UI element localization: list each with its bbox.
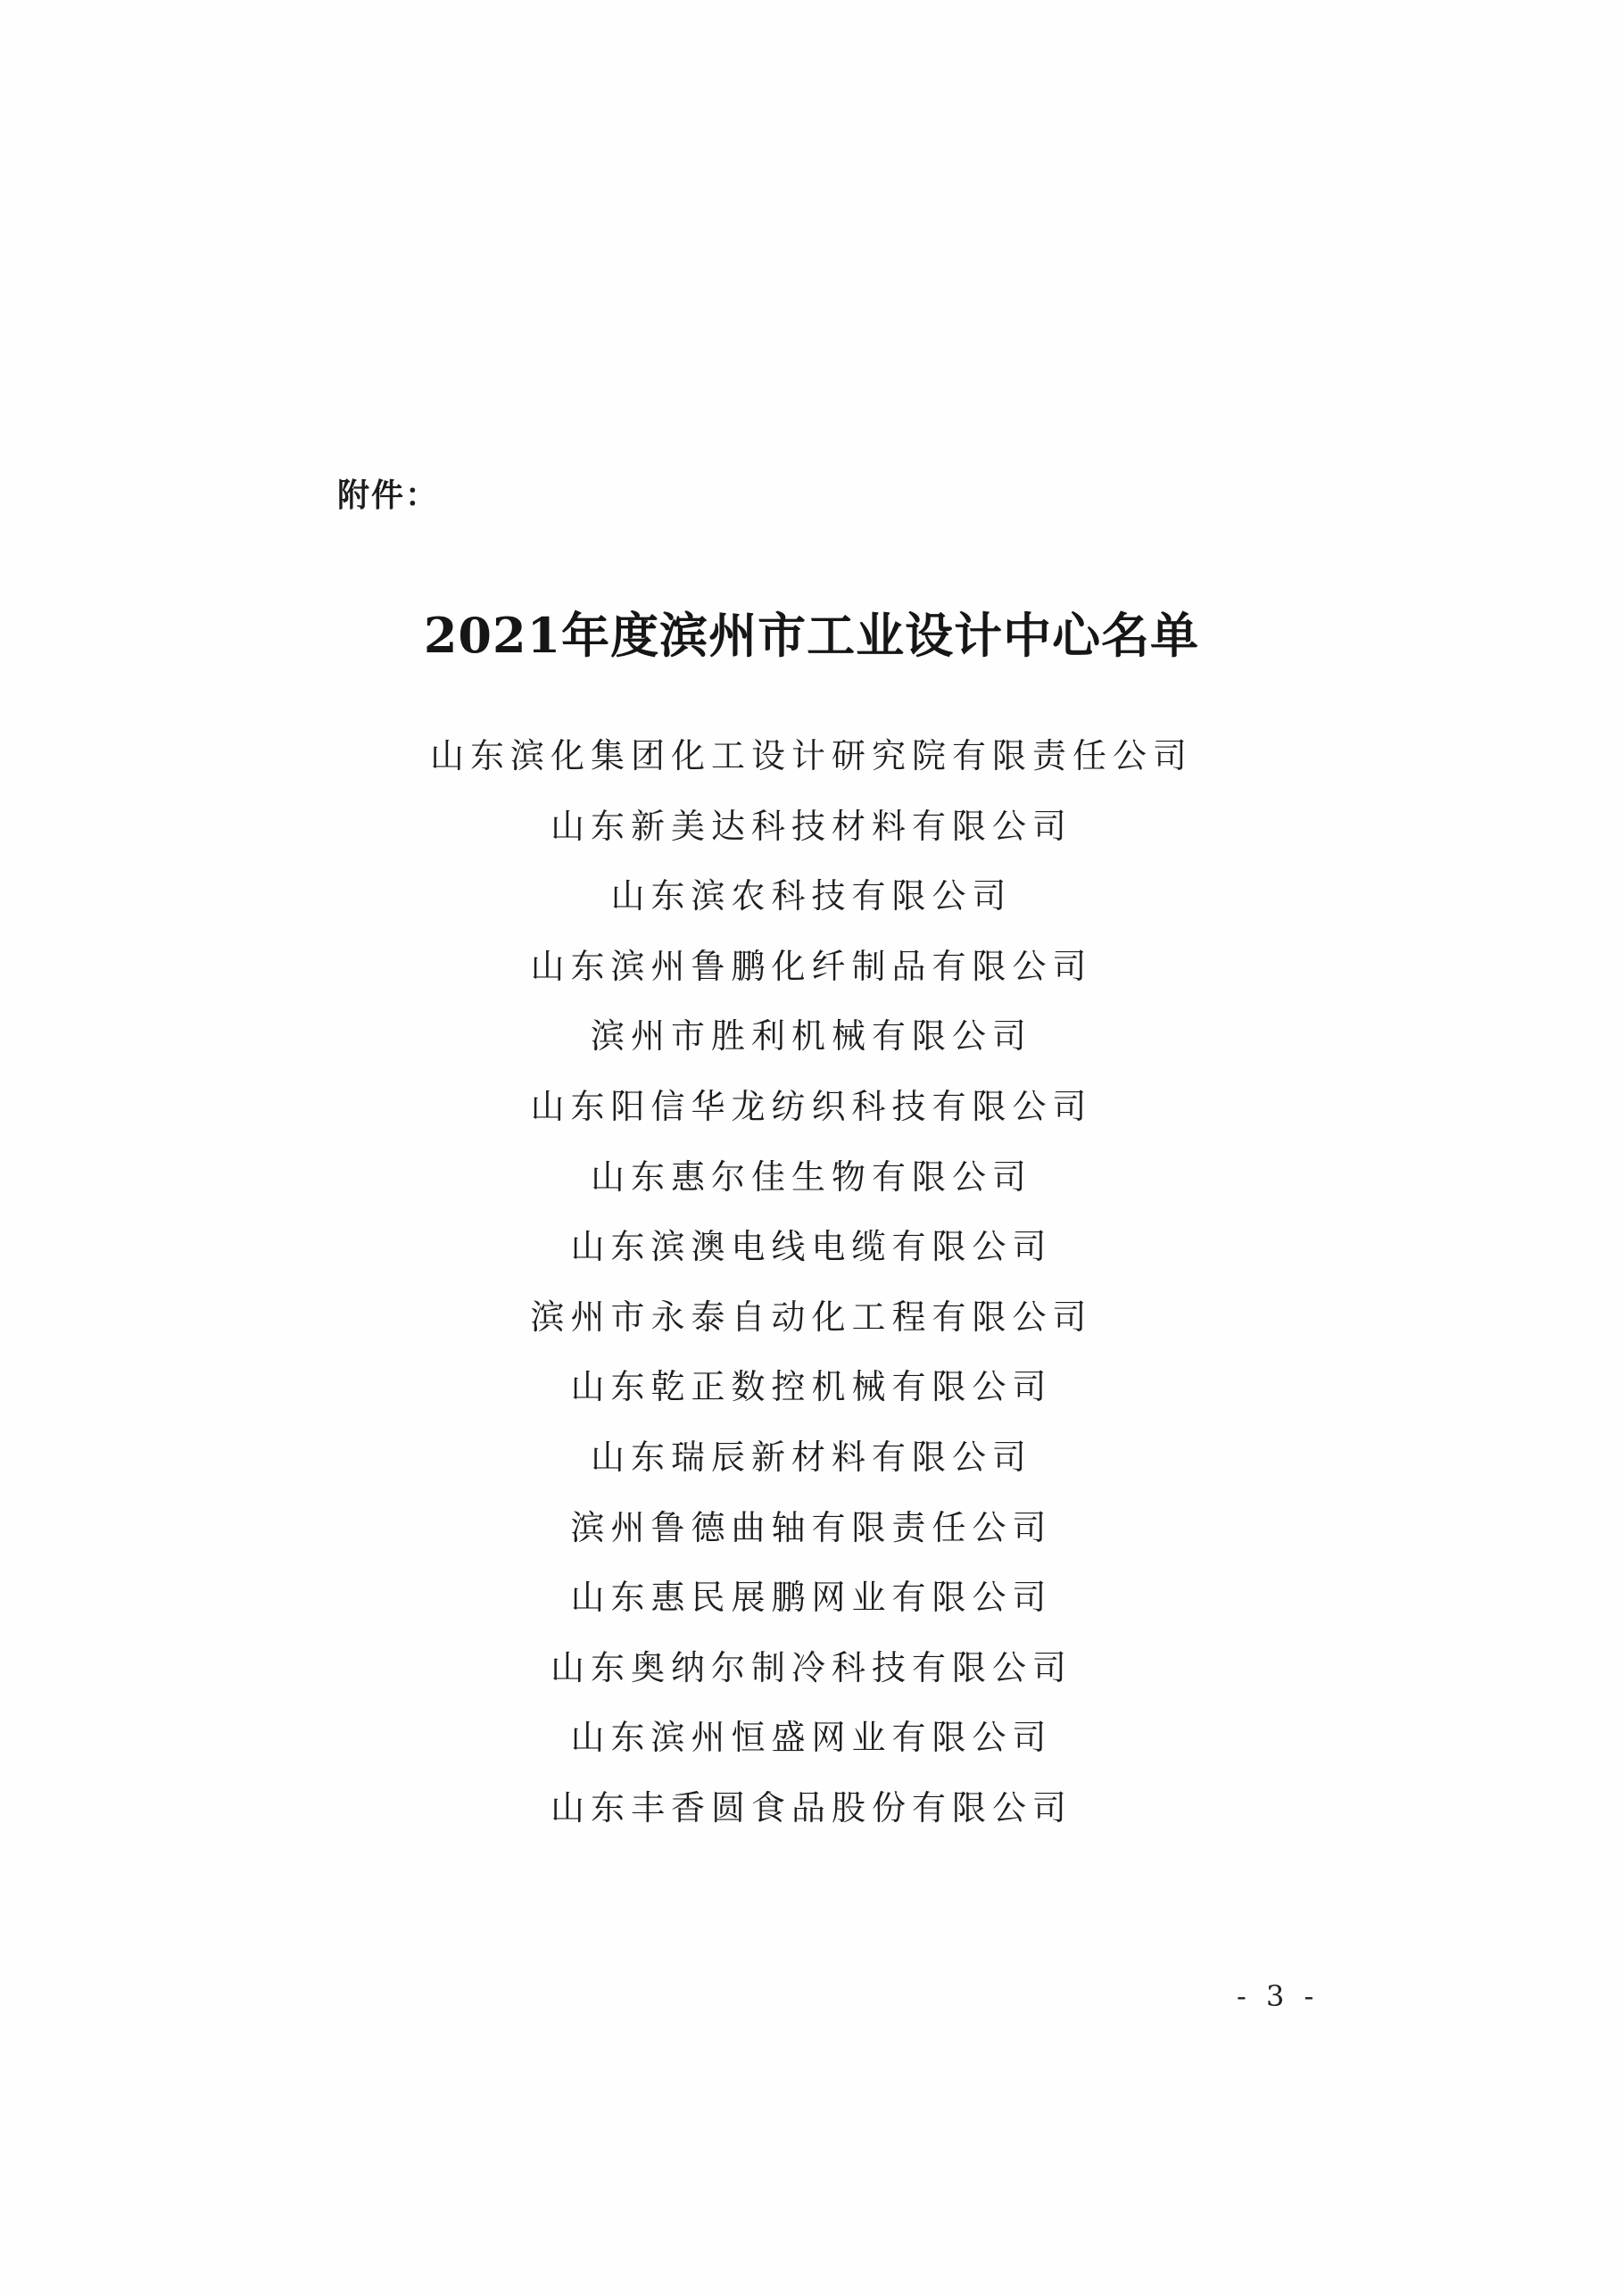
attachment-label: 附件： [337, 477, 440, 514]
company-item: 山东丰香圆食品股份有限公司 [550, 1787, 1072, 1828]
company-item: 山东乾正数控机械有限公司 [570, 1367, 1053, 1407]
company-item: 滨州鲁德曲轴有限责任公司 [570, 1507, 1053, 1547]
company-item: 滨州市永泰自动化工程有限公司 [530, 1297, 1093, 1337]
company-item: 山东惠民展鹏网业有限公司 [570, 1578, 1053, 1618]
company-item: 山东惠尔佳生物有限公司 [590, 1156, 1032, 1197]
company-item: 山东瑞辰新材料有限公司 [590, 1437, 1032, 1477]
company-item: 山东滨澳电线电缆有限公司 [570, 1227, 1053, 1267]
company-item: 山东滨农科技有限公司 [610, 876, 1013, 916]
company-item: 山东滨化集团化工设计研究院有限责任公司 [429, 736, 1193, 775]
company-item: 山东滨州鲁鹏化纤制品有限公司 [530, 946, 1093, 986]
document-title: 2021年度滨州市工业设计中心名单 [423, 607, 1200, 664]
company-item: 山东滨州恒盛网业有限公司 [570, 1718, 1053, 1758]
company-item: 滨州市胜利机械有限公司 [590, 1016, 1032, 1057]
company-item: 山东阳信华龙纺织科技有限公司 [530, 1086, 1093, 1126]
company-list [0, 734, 1623, 1856]
company-item: 山东奥纳尔制冷科技有限公司 [550, 1647, 1072, 1687]
page-number: - 3 - [1237, 1979, 1320, 2013]
company-item: 山东新美达科技材料有限公司 [550, 806, 1072, 846]
